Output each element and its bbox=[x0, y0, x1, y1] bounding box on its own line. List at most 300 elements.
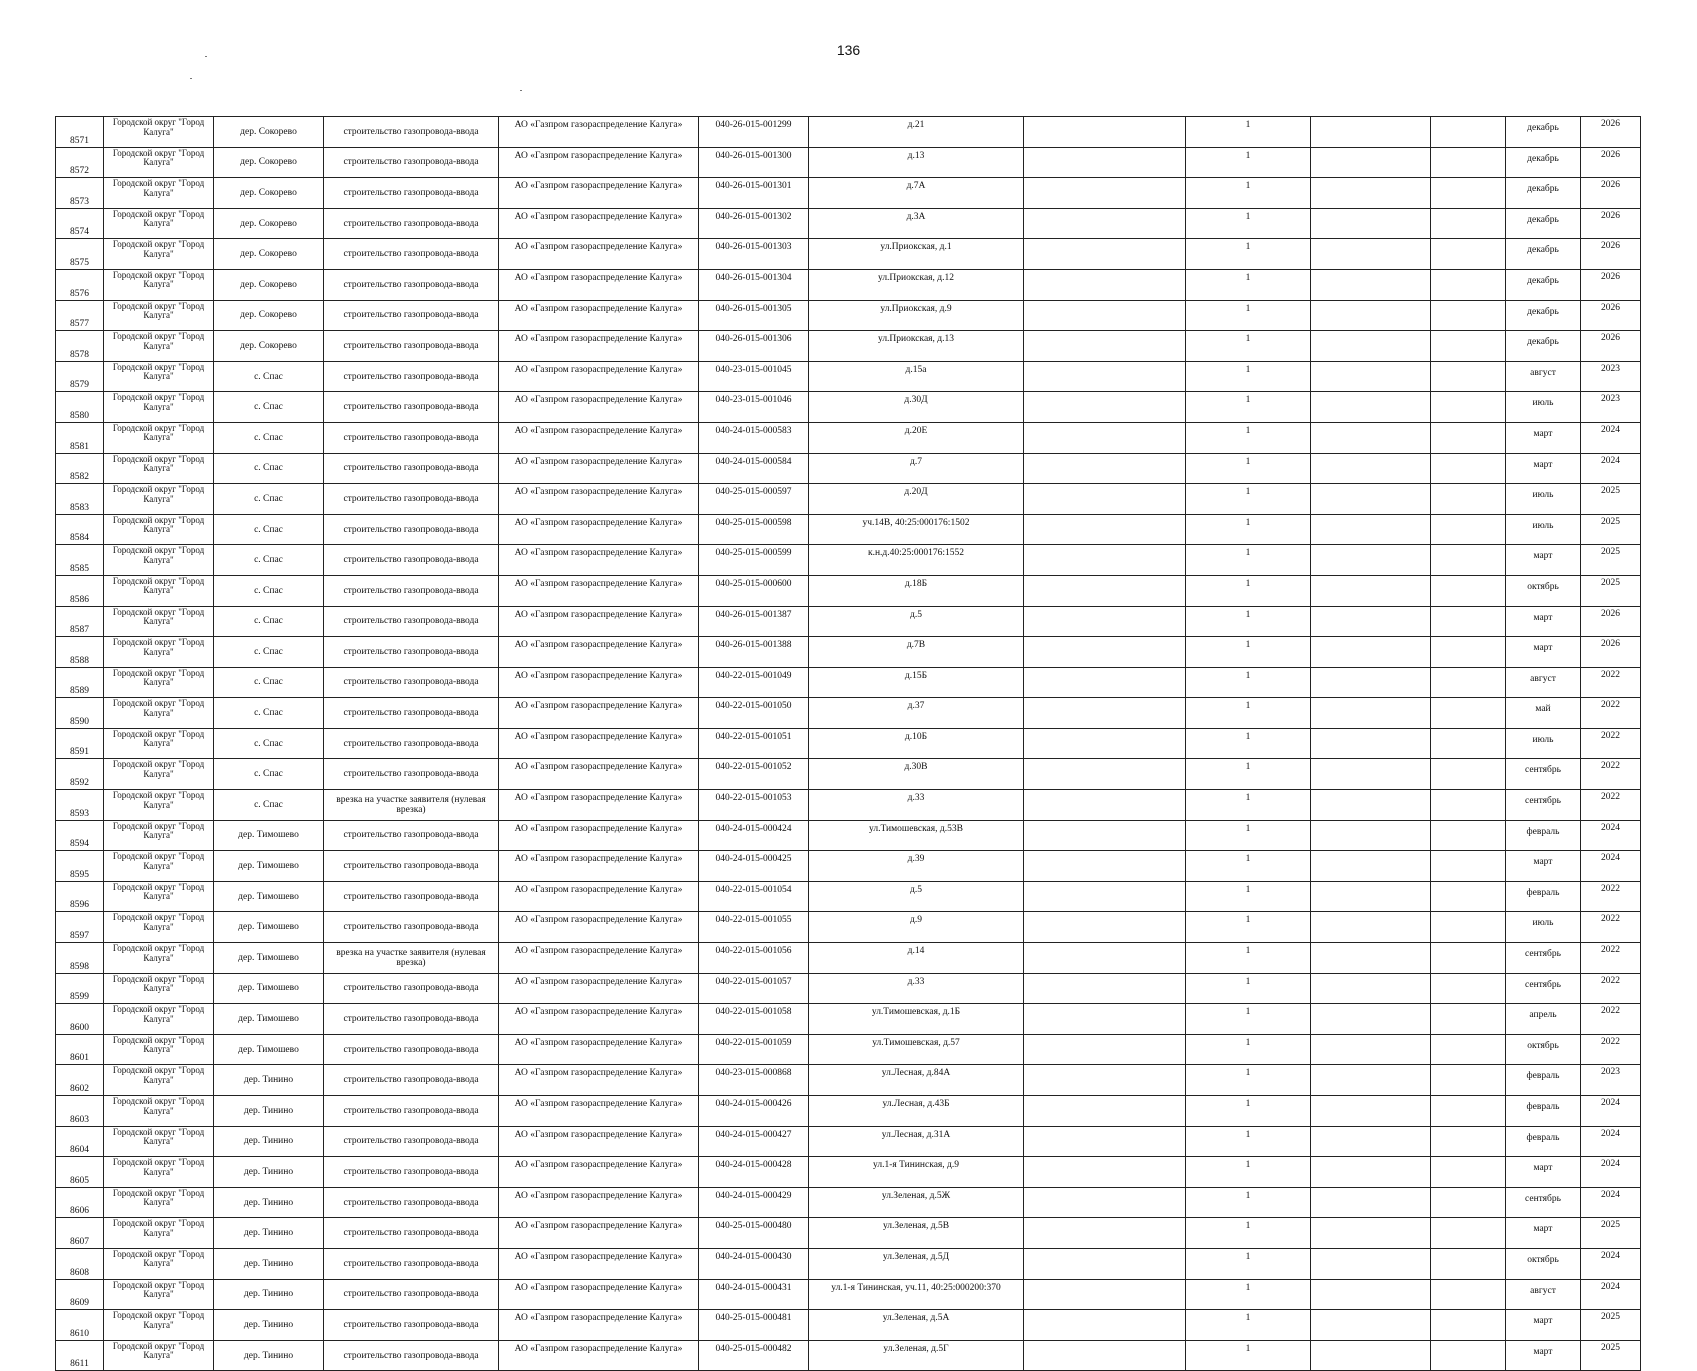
address-cell: ул.Тимошевская, д.57 bbox=[809, 1034, 1024, 1065]
table-row bbox=[56, 178, 1641, 209]
object-code-cell: 040-26-015-001300 bbox=[699, 147, 809, 178]
row-number: 8596 bbox=[56, 881, 104, 912]
table-row bbox=[56, 545, 1641, 576]
table-row bbox=[56, 667, 1641, 698]
municipality-cell: Городской округ "Город Калуга" bbox=[104, 453, 214, 484]
blank-cell bbox=[1024, 1034, 1186, 1065]
blank-cell bbox=[1024, 331, 1186, 362]
organization-cell: АО «Газпром газораспределение Калуга» bbox=[499, 1187, 699, 1218]
quantity-cell: 1 bbox=[1186, 1248, 1311, 1279]
work-type-cell: строительство газопровода-ввода bbox=[324, 1034, 499, 1065]
blank-cell bbox=[1431, 392, 1506, 423]
quantity-cell: 1 bbox=[1186, 361, 1311, 392]
blank-cell bbox=[1311, 1187, 1431, 1218]
quantity-cell: 1 bbox=[1186, 269, 1311, 300]
quantity-cell: 1 bbox=[1186, 178, 1311, 209]
month-cell: декабрь bbox=[1506, 331, 1581, 362]
object-code-cell: 040-24-015-000425 bbox=[699, 851, 809, 882]
work-type-cell: строительство газопровода-ввода bbox=[324, 973, 499, 1004]
blank-cell bbox=[1431, 1004, 1506, 1035]
organization-cell: АО «Газпром газораспределение Калуга» bbox=[499, 117, 699, 148]
work-type-cell: строительство газопровода-ввода bbox=[324, 728, 499, 759]
blank-cell bbox=[1024, 239, 1186, 270]
table-row bbox=[56, 790, 1641, 821]
year-cell: 2022 bbox=[1581, 912, 1641, 943]
table-row bbox=[56, 973, 1641, 1004]
row-number: 8597 bbox=[56, 912, 104, 943]
blank-cell bbox=[1311, 269, 1431, 300]
municipality-cell: Городской округ "Город Калуга" bbox=[104, 973, 214, 1004]
blank-cell bbox=[1311, 667, 1431, 698]
object-code-cell: 040-22-015-001054 bbox=[699, 881, 809, 912]
blank-cell bbox=[1311, 239, 1431, 270]
blank-cell bbox=[1311, 331, 1431, 362]
organization-cell: АО «Газпром газораспределение Калуга» bbox=[499, 484, 699, 515]
blank-cell bbox=[1311, 851, 1431, 882]
month-cell: март bbox=[1506, 1310, 1581, 1341]
row-number: 8581 bbox=[56, 422, 104, 453]
table-row bbox=[56, 1310, 1641, 1341]
table-row bbox=[56, 1157, 1641, 1188]
table-row bbox=[56, 1218, 1641, 1249]
quantity-cell: 1 bbox=[1186, 208, 1311, 239]
blank-cell bbox=[1024, 1340, 1186, 1371]
month-cell: сентябрь bbox=[1506, 759, 1581, 790]
blank-cell bbox=[1431, 300, 1506, 331]
work-type-cell: строительство газопровода-ввода bbox=[324, 667, 499, 698]
table-row bbox=[56, 759, 1641, 790]
organization-cell: АО «Газпром газораспределение Калуга» bbox=[499, 1340, 699, 1371]
work-type-cell: строительство газопровода-ввода bbox=[324, 1279, 499, 1310]
table-row bbox=[56, 943, 1641, 974]
blank-cell bbox=[1431, 1065, 1506, 1096]
address-cell: д.14 bbox=[809, 943, 1024, 974]
settlement-cell: дер. Тинино bbox=[214, 1157, 324, 1188]
quantity-cell: 1 bbox=[1186, 759, 1311, 790]
quantity-cell: 1 bbox=[1186, 606, 1311, 637]
municipality-cell: Городской округ "Город Калуга" bbox=[104, 759, 214, 790]
year-cell: 2025 bbox=[1581, 484, 1641, 515]
work-type-cell: строительство газопровода-ввода bbox=[324, 851, 499, 882]
address-cell: д.20Е bbox=[809, 422, 1024, 453]
blank-cell bbox=[1024, 1065, 1186, 1096]
settlement-cell: с. Спас bbox=[214, 728, 324, 759]
organization-cell: АО «Газпром газораспределение Калуга» bbox=[499, 208, 699, 239]
municipality-cell: Городской округ "Город Калуга" bbox=[104, 912, 214, 943]
municipality-cell: Городской округ "Город Калуга" bbox=[104, 392, 214, 423]
table-row bbox=[56, 239, 1641, 270]
row-number: 8601 bbox=[56, 1034, 104, 1065]
blank-cell bbox=[1311, 1034, 1431, 1065]
month-cell: февраль bbox=[1506, 881, 1581, 912]
municipality-cell: Городской округ "Город Калуга" bbox=[104, 881, 214, 912]
blank-cell bbox=[1311, 943, 1431, 974]
settlement-cell: дер. Тимошево bbox=[214, 973, 324, 1004]
organization-cell: АО «Газпром газораспределение Калуга» bbox=[499, 851, 699, 882]
table-row bbox=[56, 881, 1641, 912]
blank-cell bbox=[1024, 912, 1186, 943]
quantity-cell: 1 bbox=[1186, 1034, 1311, 1065]
blank-cell bbox=[1311, 117, 1431, 148]
blank-cell bbox=[1024, 667, 1186, 698]
organization-cell: АО «Газпром газораспределение Калуга» bbox=[499, 667, 699, 698]
work-type-cell: строительство газопровода-ввода bbox=[324, 1218, 499, 1249]
address-cell: ул.Приокская, д.1 bbox=[809, 239, 1024, 270]
month-cell: декабрь bbox=[1506, 117, 1581, 148]
blank-cell bbox=[1024, 728, 1186, 759]
blank-cell bbox=[1431, 881, 1506, 912]
work-type-cell: строительство газопровода-ввода bbox=[324, 331, 499, 362]
month-cell: март bbox=[1506, 422, 1581, 453]
settlement-cell: с. Спас bbox=[214, 790, 324, 821]
row-number: 8584 bbox=[56, 514, 104, 545]
year-cell: 2025 bbox=[1581, 575, 1641, 606]
blank-cell bbox=[1311, 881, 1431, 912]
organization-cell: АО «Газпром газораспределение Калуга» bbox=[499, 300, 699, 331]
municipality-cell: Городской округ "Город Калуга" bbox=[104, 943, 214, 974]
month-cell: апрель bbox=[1506, 1004, 1581, 1035]
blank-cell bbox=[1311, 392, 1431, 423]
scan-speck bbox=[205, 56, 207, 57]
address-cell: ул.Тимошевская, д.53В bbox=[809, 820, 1024, 851]
gas-connection-registry-table bbox=[55, 116, 1641, 1371]
blank-cell bbox=[1311, 147, 1431, 178]
object-code-cell: 040-24-015-000424 bbox=[699, 820, 809, 851]
blank-cell bbox=[1024, 147, 1186, 178]
settlement-cell: с. Спас bbox=[214, 637, 324, 668]
blank-cell bbox=[1431, 1157, 1506, 1188]
table-row bbox=[56, 1340, 1641, 1371]
object-code-cell: 040-25-015-000597 bbox=[699, 484, 809, 515]
object-code-cell: 040-24-015-000583 bbox=[699, 422, 809, 453]
blank-cell bbox=[1024, 790, 1186, 821]
organization-cell: АО «Газпром газораспределение Калуга» bbox=[499, 361, 699, 392]
quantity-cell: 1 bbox=[1186, 1340, 1311, 1371]
year-cell: 2022 bbox=[1581, 698, 1641, 729]
month-cell: декабрь bbox=[1506, 178, 1581, 209]
municipality-cell: Городской округ "Город Калуга" bbox=[104, 1096, 214, 1127]
settlement-cell: дер. Тинино bbox=[214, 1126, 324, 1157]
blank-cell bbox=[1431, 943, 1506, 974]
month-cell: февраль bbox=[1506, 1096, 1581, 1127]
blank-cell bbox=[1024, 484, 1186, 515]
settlement-cell: дер. Тимошево bbox=[214, 851, 324, 882]
object-code-cell: 040-22-015-001057 bbox=[699, 973, 809, 1004]
year-cell: 2022 bbox=[1581, 943, 1641, 974]
organization-cell: АО «Газпром газораспределение Калуга» bbox=[499, 728, 699, 759]
row-number: 8592 bbox=[56, 759, 104, 790]
row-number: 8572 bbox=[56, 147, 104, 178]
table-row bbox=[56, 1126, 1641, 1157]
object-code-cell: 040-23-015-001046 bbox=[699, 392, 809, 423]
work-type-cell: врезка на участке заявителя (нулевая врезка) bbox=[324, 943, 499, 974]
blank-cell bbox=[1431, 575, 1506, 606]
month-cell: сентябрь bbox=[1506, 943, 1581, 974]
row-number: 8577 bbox=[56, 300, 104, 331]
address-cell: ул.Зеленая, д.5А bbox=[809, 1310, 1024, 1341]
blank-cell bbox=[1431, 545, 1506, 576]
work-type-cell: строительство газопровода-ввода bbox=[324, 545, 499, 576]
table-row bbox=[56, 484, 1641, 515]
blank-cell bbox=[1311, 1157, 1431, 1188]
work-type-cell: строительство газопровода-ввода bbox=[324, 514, 499, 545]
organization-cell: АО «Газпром газораспределение Калуга» bbox=[499, 545, 699, 576]
blank-cell bbox=[1431, 331, 1506, 362]
year-cell: 2025 bbox=[1581, 1218, 1641, 1249]
organization-cell: АО «Газпром газораспределение Калуга» bbox=[499, 392, 699, 423]
settlement-cell: с. Спас bbox=[214, 575, 324, 606]
blank-cell bbox=[1431, 1279, 1506, 1310]
row-number: 8571 bbox=[56, 117, 104, 148]
settlement-cell: с. Спас bbox=[214, 361, 324, 392]
address-cell: д.33 bbox=[809, 973, 1024, 1004]
month-cell: декабрь bbox=[1506, 300, 1581, 331]
quantity-cell: 1 bbox=[1186, 545, 1311, 576]
blank-cell bbox=[1024, 698, 1186, 729]
blank-cell bbox=[1431, 178, 1506, 209]
work-type-cell: строительство газопровода-ввода bbox=[324, 453, 499, 484]
settlement-cell: дер. Сокорево bbox=[214, 147, 324, 178]
quantity-cell: 1 bbox=[1186, 851, 1311, 882]
settlement-cell: с. Спас bbox=[214, 453, 324, 484]
blank-cell bbox=[1024, 361, 1186, 392]
municipality-cell: Городской округ "Город Калуга" bbox=[104, 269, 214, 300]
month-cell: август bbox=[1506, 1279, 1581, 1310]
year-cell: 2026 bbox=[1581, 637, 1641, 668]
quantity-cell: 1 bbox=[1186, 575, 1311, 606]
blank-cell bbox=[1311, 1065, 1431, 1096]
row-number: 8607 bbox=[56, 1218, 104, 1249]
municipality-cell: Городской округ "Город Калуга" bbox=[104, 667, 214, 698]
year-cell: 2026 bbox=[1581, 269, 1641, 300]
blank-cell bbox=[1311, 1004, 1431, 1035]
quantity-cell: 1 bbox=[1186, 698, 1311, 729]
row-number: 8589 bbox=[56, 667, 104, 698]
object-code-cell: 040-25-015-000480 bbox=[699, 1218, 809, 1249]
blank-cell bbox=[1431, 728, 1506, 759]
work-type-cell: строительство газопровода-ввода bbox=[324, 361, 499, 392]
year-cell: 2026 bbox=[1581, 178, 1641, 209]
organization-cell: АО «Газпром газораспределение Калуга» bbox=[499, 1034, 699, 1065]
blank-cell bbox=[1431, 208, 1506, 239]
table-row bbox=[56, 422, 1641, 453]
object-code-cell: 040-26-015-001303 bbox=[699, 239, 809, 270]
month-cell: декабрь bbox=[1506, 208, 1581, 239]
object-code-cell: 040-23-015-001045 bbox=[699, 361, 809, 392]
blank-cell bbox=[1311, 422, 1431, 453]
settlement-cell: с. Спас bbox=[214, 545, 324, 576]
table-row bbox=[56, 1279, 1641, 1310]
blank-cell bbox=[1024, 881, 1186, 912]
month-cell: июль bbox=[1506, 728, 1581, 759]
settlement-cell: дер. Тинино bbox=[214, 1340, 324, 1371]
table-row bbox=[56, 851, 1641, 882]
municipality-cell: Городской округ "Город Калуга" bbox=[104, 637, 214, 668]
year-cell: 2026 bbox=[1581, 300, 1641, 331]
address-cell: к.н.д.40:25:000176:1552 bbox=[809, 545, 1024, 576]
table-row bbox=[56, 728, 1641, 759]
address-cell: ул.Тимошевская, д.1Б bbox=[809, 1004, 1024, 1035]
year-cell: 2022 bbox=[1581, 667, 1641, 698]
year-cell: 2022 bbox=[1581, 759, 1641, 790]
month-cell: июль bbox=[1506, 392, 1581, 423]
table-row bbox=[56, 1187, 1641, 1218]
municipality-cell: Городской округ "Город Калуга" bbox=[104, 1126, 214, 1157]
month-cell: февраль bbox=[1506, 1126, 1581, 1157]
object-code-cell: 040-25-015-000598 bbox=[699, 514, 809, 545]
municipality-cell: Городской округ "Город Калуга" bbox=[104, 239, 214, 270]
organization-cell: АО «Газпром газораспределение Калуга» bbox=[499, 331, 699, 362]
scan-speck bbox=[190, 78, 192, 79]
blank-cell bbox=[1431, 117, 1506, 148]
quantity-cell: 1 bbox=[1186, 1187, 1311, 1218]
blank-cell bbox=[1431, 422, 1506, 453]
organization-cell: АО «Газпром газораспределение Калуга» bbox=[499, 147, 699, 178]
work-type-cell: строительство газопровода-ввода bbox=[324, 1096, 499, 1127]
month-cell: март bbox=[1506, 545, 1581, 576]
organization-cell: АО «Газпром газораспределение Калуга» bbox=[499, 698, 699, 729]
blank-cell bbox=[1024, 453, 1186, 484]
table-row bbox=[56, 575, 1641, 606]
blank-cell bbox=[1431, 912, 1506, 943]
settlement-cell: дер. Сокорево bbox=[214, 208, 324, 239]
settlement-cell: дер. Сокорево bbox=[214, 117, 324, 148]
address-cell: д.5 bbox=[809, 606, 1024, 637]
quantity-cell: 1 bbox=[1186, 1096, 1311, 1127]
blank-cell bbox=[1024, 1279, 1186, 1310]
blank-cell bbox=[1311, 453, 1431, 484]
blank-cell bbox=[1431, 851, 1506, 882]
blank-cell bbox=[1024, 300, 1186, 331]
address-cell: д.3А bbox=[809, 208, 1024, 239]
row-number: 8585 bbox=[56, 545, 104, 576]
year-cell: 2022 bbox=[1581, 728, 1641, 759]
row-number: 8591 bbox=[56, 728, 104, 759]
blank-cell bbox=[1024, 575, 1186, 606]
work-type-cell: строительство газопровода-ввода bbox=[324, 1004, 499, 1035]
municipality-cell: Городской округ "Город Калуга" bbox=[104, 790, 214, 821]
blank-cell bbox=[1431, 1126, 1506, 1157]
quantity-cell: 1 bbox=[1186, 1218, 1311, 1249]
row-number: 8605 bbox=[56, 1157, 104, 1188]
address-cell: ул.Зеленая, д.5Г bbox=[809, 1340, 1024, 1371]
address-cell: д.10Б bbox=[809, 728, 1024, 759]
blank-cell bbox=[1431, 1248, 1506, 1279]
work-type-cell: строительство газопровода-ввода bbox=[324, 1126, 499, 1157]
blank-cell bbox=[1024, 973, 1186, 1004]
work-type-cell: строительство газопровода-ввода bbox=[324, 239, 499, 270]
row-number: 8576 bbox=[56, 269, 104, 300]
month-cell: октябрь bbox=[1506, 1034, 1581, 1065]
table-row bbox=[56, 117, 1641, 148]
object-code-cell: 040-26-015-001299 bbox=[699, 117, 809, 148]
year-cell: 2025 bbox=[1581, 514, 1641, 545]
work-type-cell: строительство газопровода-ввода bbox=[324, 147, 499, 178]
settlement-cell: с. Спас bbox=[214, 392, 324, 423]
work-type-cell: строительство газопровода-ввода bbox=[324, 422, 499, 453]
address-cell: д.7 bbox=[809, 453, 1024, 484]
quantity-cell: 1 bbox=[1186, 484, 1311, 515]
month-cell: декабрь bbox=[1506, 269, 1581, 300]
blank-cell bbox=[1431, 147, 1506, 178]
month-cell: май bbox=[1506, 698, 1581, 729]
blank-cell bbox=[1024, 1004, 1186, 1035]
work-type-cell: строительство газопровода-ввода bbox=[324, 698, 499, 729]
blank-cell bbox=[1311, 1126, 1431, 1157]
year-cell: 2022 bbox=[1581, 1034, 1641, 1065]
organization-cell: АО «Газпром газораспределение Калуга» bbox=[499, 881, 699, 912]
month-cell: сентябрь bbox=[1506, 790, 1581, 821]
object-code-cell: 040-25-015-000599 bbox=[699, 545, 809, 576]
quantity-cell: 1 bbox=[1186, 1157, 1311, 1188]
organization-cell: АО «Газпром газораспределение Калуга» bbox=[499, 422, 699, 453]
year-cell: 2024 bbox=[1581, 1126, 1641, 1157]
object-code-cell: 040-22-015-001059 bbox=[699, 1034, 809, 1065]
quantity-cell: 1 bbox=[1186, 728, 1311, 759]
blank-cell bbox=[1311, 545, 1431, 576]
settlement-cell: дер. Тимошево bbox=[214, 912, 324, 943]
organization-cell: АО «Газпром газораспределение Калуга» bbox=[499, 239, 699, 270]
settlement-cell: дер. Тинино bbox=[214, 1096, 324, 1127]
address-cell: д.13 bbox=[809, 147, 1024, 178]
settlement-cell: с. Спас bbox=[214, 484, 324, 515]
blank-cell bbox=[1431, 606, 1506, 637]
settlement-cell: дер. Тинино bbox=[214, 1248, 324, 1279]
blank-cell bbox=[1024, 545, 1186, 576]
quantity-cell: 1 bbox=[1186, 392, 1311, 423]
municipality-cell: Городской округ "Город Калуга" bbox=[104, 1248, 214, 1279]
organization-cell: АО «Газпром газораспределение Калуга» bbox=[499, 973, 699, 1004]
blank-cell bbox=[1431, 698, 1506, 729]
organization-cell: АО «Газпром газораспределение Калуга» bbox=[499, 1126, 699, 1157]
year-cell: 2026 bbox=[1581, 117, 1641, 148]
blank-cell bbox=[1431, 1310, 1506, 1341]
quantity-cell: 1 bbox=[1186, 1065, 1311, 1096]
address-cell: ул.Зеленая, д.5В bbox=[809, 1218, 1024, 1249]
work-type-cell: строительство газопровода-ввода bbox=[324, 575, 499, 606]
blank-cell bbox=[1024, 759, 1186, 790]
blank-cell bbox=[1311, 790, 1431, 821]
blank-cell bbox=[1311, 1218, 1431, 1249]
blank-cell bbox=[1024, 117, 1186, 148]
address-cell: д.30Д bbox=[809, 392, 1024, 423]
municipality-cell: Городской округ "Город Калуга" bbox=[104, 484, 214, 515]
work-type-cell: строительство газопровода-ввода bbox=[324, 269, 499, 300]
municipality-cell: Городской округ "Город Калуга" bbox=[104, 820, 214, 851]
row-number: 8602 bbox=[56, 1065, 104, 1096]
blank-cell bbox=[1431, 453, 1506, 484]
blank-cell bbox=[1431, 1034, 1506, 1065]
organization-cell: АО «Газпром газораспределение Калуга» bbox=[499, 759, 699, 790]
organization-cell: АО «Газпром газораспределение Калуга» bbox=[499, 1096, 699, 1127]
quantity-cell: 1 bbox=[1186, 300, 1311, 331]
work-type-cell: строительство газопровода-ввода bbox=[324, 1157, 499, 1188]
table-row bbox=[56, 637, 1641, 668]
municipality-cell: Городской округ "Город Калуга" bbox=[104, 331, 214, 362]
blank-cell bbox=[1024, 178, 1186, 209]
blank-cell bbox=[1431, 1096, 1506, 1127]
blank-cell bbox=[1431, 667, 1506, 698]
year-cell: 2023 bbox=[1581, 392, 1641, 423]
municipality-cell: Городской округ "Город Калуга" bbox=[104, 1034, 214, 1065]
year-cell: 2024 bbox=[1581, 1248, 1641, 1279]
row-number: 8579 bbox=[56, 361, 104, 392]
address-cell: д.21 bbox=[809, 117, 1024, 148]
quantity-cell: 1 bbox=[1186, 667, 1311, 698]
table-row bbox=[56, 1248, 1641, 1279]
object-code-cell: 040-26-015-001305 bbox=[699, 300, 809, 331]
blank-cell bbox=[1431, 484, 1506, 515]
